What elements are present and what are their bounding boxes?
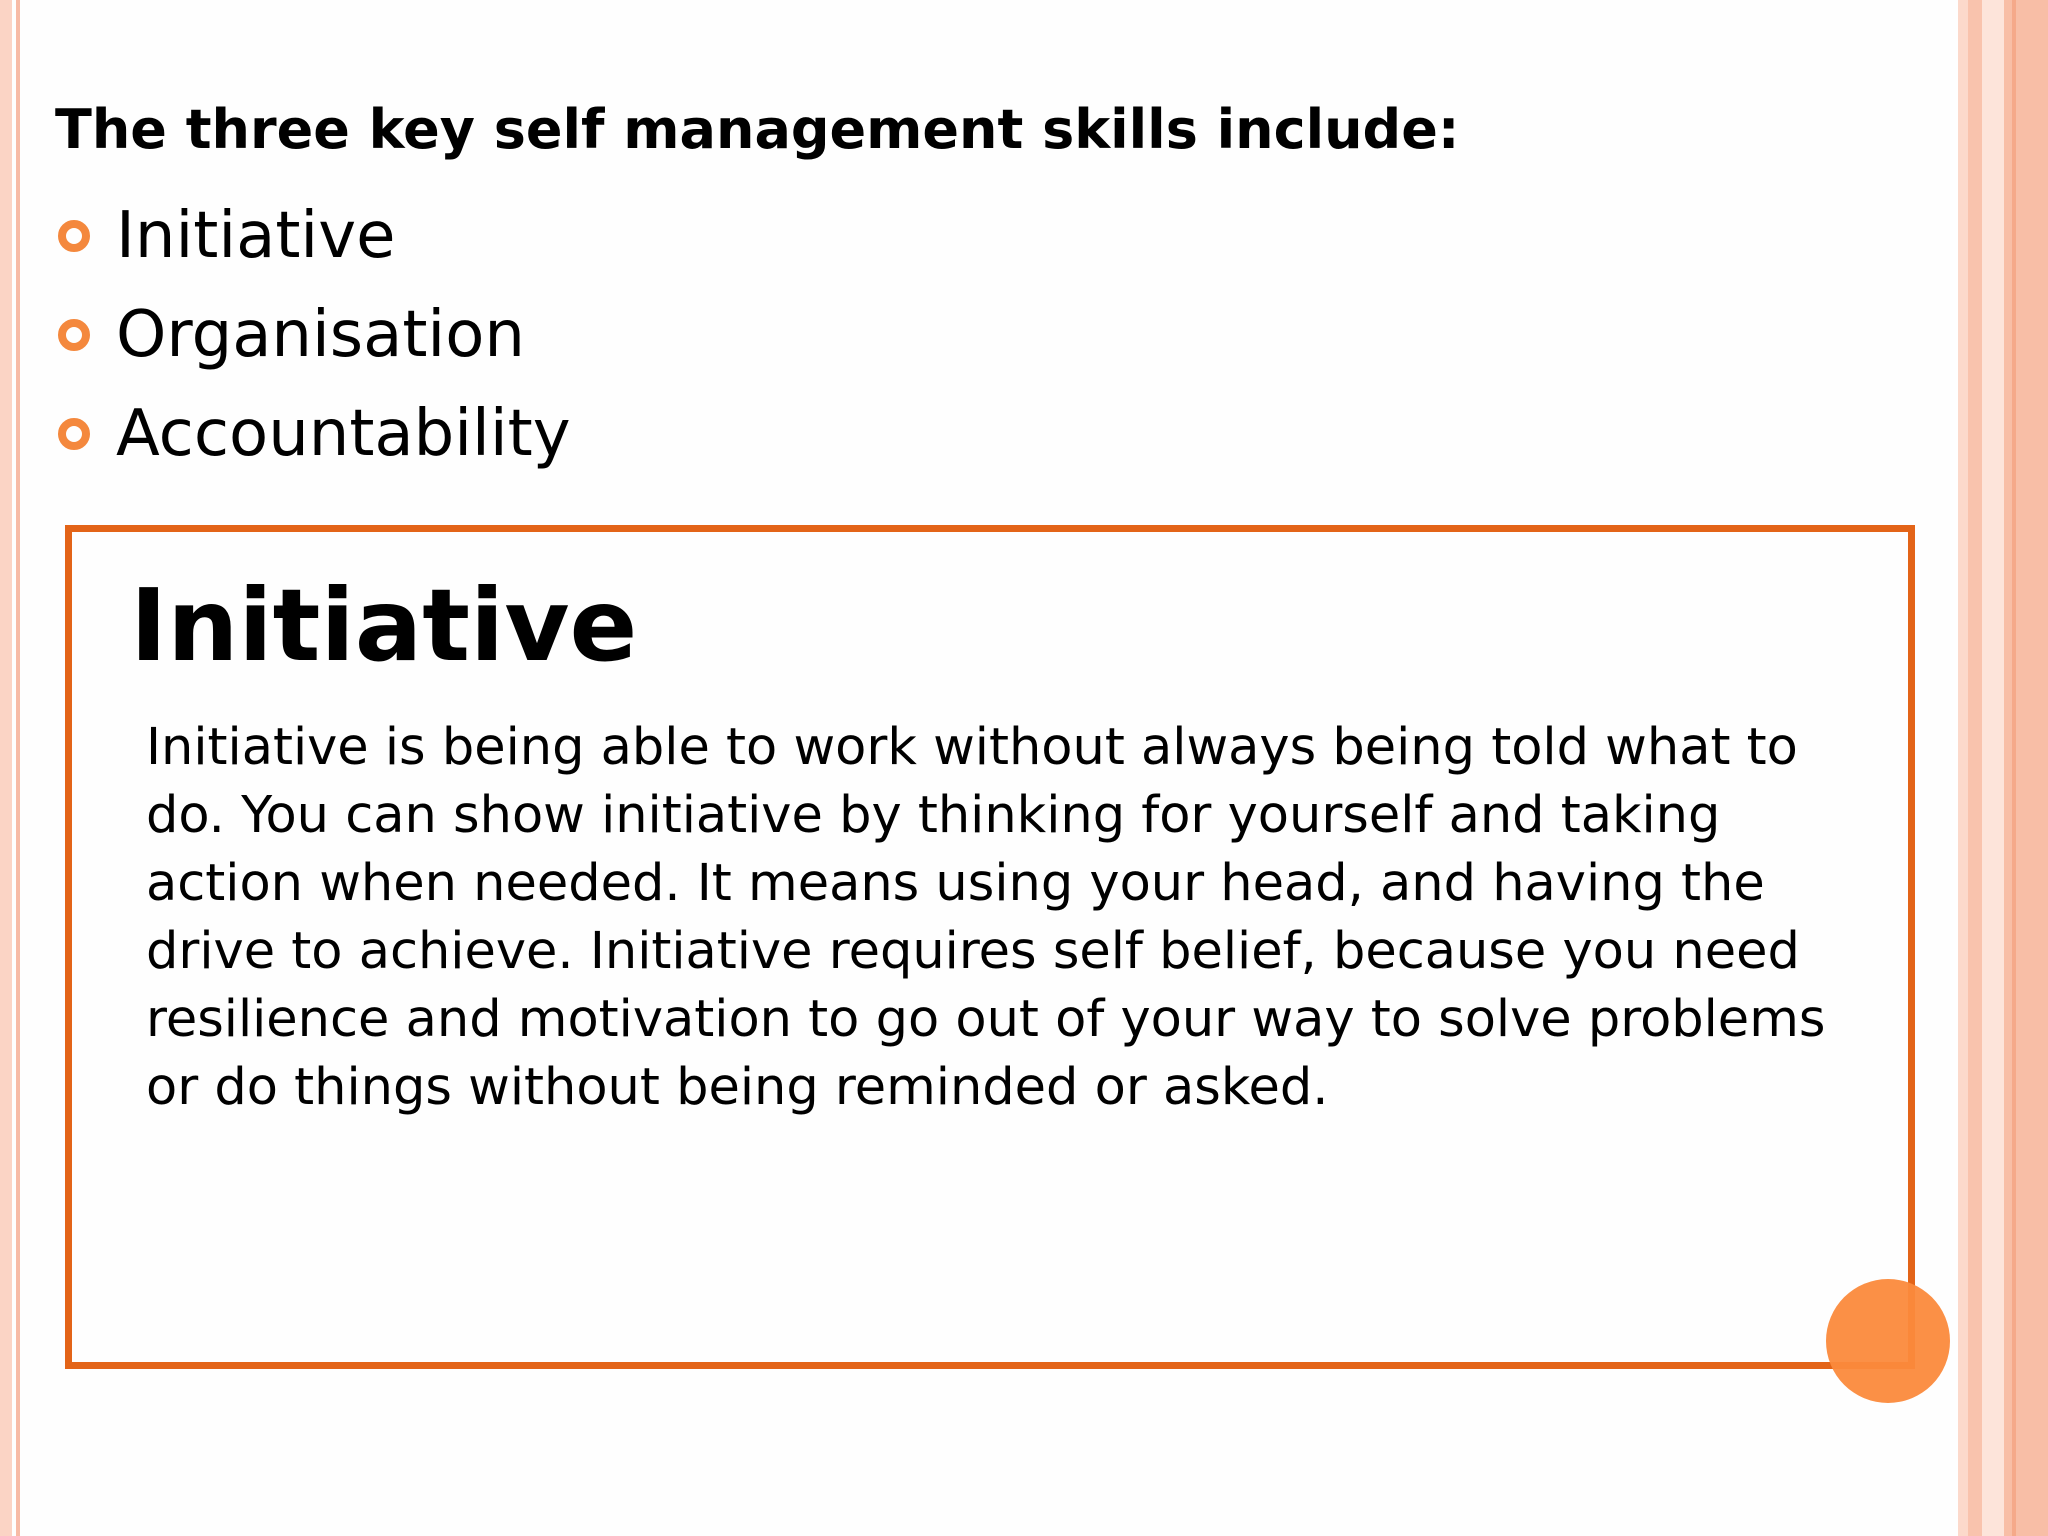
initiative-content-box (65, 525, 1915, 1369)
ring-bullet-icon (58, 220, 90, 252)
left-decorative-stripe (0, 0, 12, 1536)
left-decorative-stripe-thin (16, 0, 20, 1536)
right-decorative-stripe-5 (2012, 0, 2016, 1536)
list-item (58, 285, 571, 384)
box-body-text: Initiative is being able to work without always being told what to do. You can show initiative by thinking for yourself and taking action when needed. It means using your head, and having the drive to achieve. Initiative requires self belief, because you need resilience and motivation to go out of your way to solve problems or do things without being reminded or asked. (146, 718, 1826, 1117)
right-decorative-stripe-3 (1982, 0, 2004, 1536)
bullet-label: Accountability (116, 396, 571, 471)
list-item (58, 384, 571, 483)
right-decorative-stripe-1 (1958, 0, 1968, 1536)
bullet-label: Initiative (116, 198, 396, 273)
ring-bullet-icon (58, 319, 90, 351)
right-decorative-stripe-2 (1968, 0, 1982, 1536)
right-decorative-stripe-4 (2004, 0, 2048, 1536)
skills-bullet-list (58, 186, 571, 483)
ring-bullet-icon (58, 418, 90, 450)
intro-heading: The three key self management skills include: (55, 98, 1460, 161)
decorative-circle (1826, 1279, 1950, 1403)
list-item (58, 186, 571, 285)
bullet-label: Organisation (116, 297, 525, 372)
box-title: Initiative (130, 567, 638, 684)
